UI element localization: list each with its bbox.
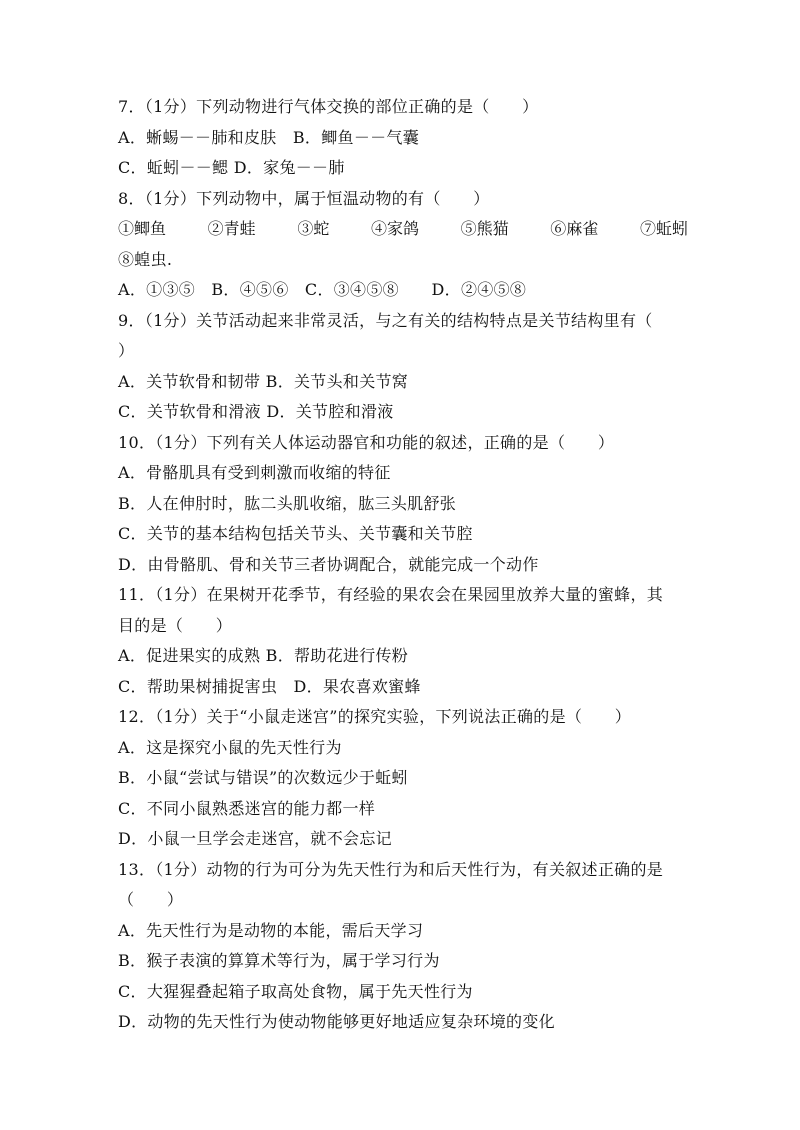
question-stem: 10．（1分）下列有关人体运动器官和功能的叙述，正确的是（ ） [118,432,615,452]
question-8 [118,184,688,306]
animal-item: ⑦蚯蚓 [639,219,688,238]
question-list [118,92,688,1038]
option-line: D．由骨骼肌、骨和关节三者协调配合，就能完成一个动作 [118,554,539,574]
option-line: B．猴子表演的算算术等行为，属于学习行为 [118,951,440,970]
question-stem: 13．（1分）动物的行为可分为先天性行为和后天性行为，有关叙述正确的是 [118,859,664,879]
animal-item: ⑧蝗虫. [118,249,173,269]
question-stem-continued: ） [118,341,135,360]
animal-item: ④家鸽 [370,219,419,238]
question-stem: 9．（1分）关节活动起来非常灵活，与之有关的结构特点是关节结构里有（ [118,310,653,330]
animal-item: ⑤熊猫 [460,219,509,238]
option-line: C．关节的基本结构包括关节头、关节囊和关节腔 [118,524,473,543]
option-line: B．小鼠“尝试与错误”的次数远少于蚯蚓 [118,768,408,787]
option-line: A．骨骼肌具有受到刺激而收缩的特征 [118,463,391,482]
animal-item: ⑥麻雀 [550,219,599,238]
question-stem-continued: （ ） [118,890,184,909]
question-11 [118,580,688,702]
animal-item: ①鲫鱼 [118,219,167,238]
question-stem-continued: 目的是（ ） [118,615,233,635]
option-line: A．先天性行为是动物的本能，需后天学习 [118,920,424,940]
option-line: A．这是探究小鼠的先天性行为 [118,737,342,757]
question-10 [118,428,688,581]
question-7 [118,92,688,184]
question-stem: 8．（1分）下列动物中，属于恒温动物的有（ ） [118,188,490,208]
question-stem: 7．（1分）下列动物进行气体交换的部位正确的是（ ） [118,97,539,116]
option-line: D．小鼠一旦学会走迷宫，就不会忘记 [118,829,392,848]
animal-item: ②青蛙 [207,219,256,238]
question-9 [118,306,688,428]
option-line: A．①③⑤ B．④⑤⑥ C．③④⑤⑧ D．②④⑤⑧ [118,280,527,299]
animal-list [118,214,688,245]
option-line: C．大猩猩叠起箱子取高处食物，属于先天性行为 [118,981,473,1001]
option-line: C．关节软骨和滑液 D．关节腔和滑液 [118,402,394,421]
option-line: A．促进果实的成熟 B．帮助花进行传粉 [118,646,409,665]
question-stem: 12．（1分）关于“小鼠走迷宫”的探究实验，下列说法正确的是（ ） [118,707,632,726]
option-line: C．不同小鼠熟悉迷宫的能力都一样 [118,798,376,818]
option-line: B．人在伸肘时，肱二头肌收缩，肱三头肌舒张 [118,493,457,513]
option-line: C．蚯蚓－－鳃 D．家兔－－肺 [118,158,345,177]
question-stem: 11．（1分）在果树开花季节，有经验的果农会在果园里放养大量的蜜蜂，其 [118,585,664,604]
option-line: C．帮助果树捕捉害虫 D．果农喜欢蜜蜂 [118,676,421,696]
question-12 [118,702,688,855]
option-line: D．动物的先天性行为使动物能够更好地适应复杂环境的变化 [118,1012,555,1031]
question-13 [118,855,688,1038]
option-line: A．蜥蜴－－肺和皮肤 B．鲫鱼－－气囊 [118,127,420,147]
animal-item: ③蛇 [297,219,330,238]
option-line: A．关节软骨和韧带 B．关节头和关节窝 [118,371,409,391]
